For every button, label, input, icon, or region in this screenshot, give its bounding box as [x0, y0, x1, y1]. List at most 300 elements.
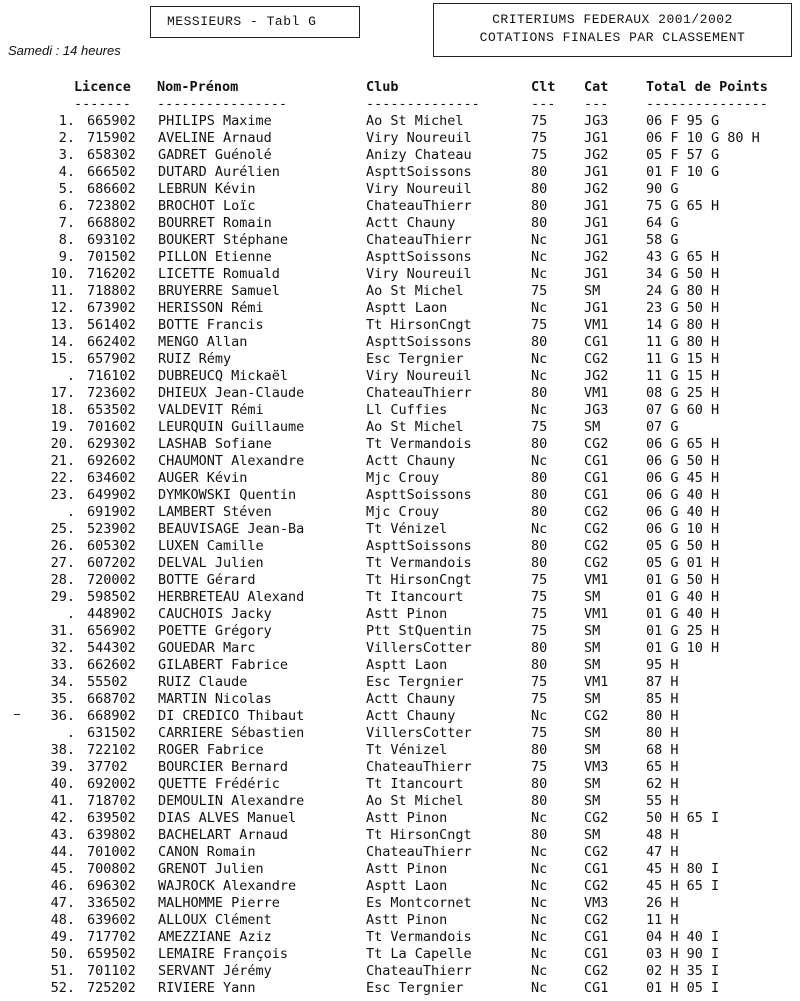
- clt-cell: 75: [531, 572, 548, 588]
- rank-cell: 21.: [50, 453, 75, 469]
- rank-cell: 45.: [50, 861, 75, 877]
- clt-cell: Nc: [531, 402, 548, 418]
- cat-cell: CG1: [584, 453, 609, 469]
- rank-cell: 25.: [50, 521, 75, 537]
- club-cell: VillersCotter: [366, 640, 472, 656]
- points-cell: 23 G 50 H: [646, 300, 720, 316]
- club-cell: Viry Noureuil: [366, 130, 472, 146]
- table-row: [0, 368, 800, 385]
- table-header: [0, 79, 800, 96]
- licence-cell: 692002: [87, 776, 136, 792]
- cat-cell: SM: [584, 793, 601, 809]
- name-cell: LICETTE Romuald: [158, 266, 280, 282]
- points-cell: 01 G 40 H: [646, 589, 720, 605]
- clt-cell: 75: [531, 130, 548, 146]
- rank-cell: .: [66, 606, 75, 622]
- licence-cell: 720002: [87, 572, 136, 588]
- name-cell: LAMBERT Stéven: [158, 504, 272, 520]
- table-row: [0, 844, 800, 861]
- club-cell: Astt Pinon: [366, 810, 448, 826]
- header-club: Club: [366, 79, 399, 95]
- table-row: [0, 164, 800, 181]
- table-row: [0, 198, 800, 215]
- points-cell: 75 G 65 H: [646, 198, 720, 214]
- name-cell: DIAS ALVES Manuel: [158, 810, 297, 826]
- rank-cell: 27.: [50, 555, 75, 571]
- cat-cell: CG2: [584, 963, 609, 979]
- clt-cell: 80: [531, 385, 548, 401]
- points-cell: 07 G: [646, 419, 679, 435]
- name-cell: DEMOULIN Alexandre: [158, 793, 305, 809]
- underline-club: --------------: [366, 96, 480, 112]
- clt-cell: 80: [531, 436, 548, 452]
- header-name: Nom-Prénom: [157, 79, 239, 95]
- name-cell: SERVANT Jérémy: [158, 963, 272, 979]
- club-cell: Tt Itancourt: [366, 776, 464, 792]
- points-cell: 06 G 40 H: [646, 504, 720, 520]
- rank-cell: 3.: [58, 147, 75, 163]
- licence-cell: 700802: [87, 861, 136, 877]
- clt-cell: 80: [531, 793, 548, 809]
- rank-cell: 22.: [50, 470, 75, 486]
- cat-cell: SM: [584, 827, 601, 843]
- cat-cell: SM: [584, 623, 601, 639]
- points-cell: 80 H: [646, 708, 679, 724]
- points-cell: 26 H: [646, 895, 679, 911]
- club-cell: ChateauThierr: [366, 198, 472, 214]
- rank-cell: 31.: [50, 623, 75, 639]
- table-row: [0, 453, 800, 470]
- licence-cell: 701002: [87, 844, 136, 860]
- table-row: [0, 963, 800, 980]
- licence-cell: 722102: [87, 742, 136, 758]
- rank-cell: 44.: [50, 844, 75, 860]
- table-row: [0, 555, 800, 572]
- rank-cell: 17.: [50, 385, 75, 401]
- rank-cell: 41.: [50, 793, 75, 809]
- clt-cell: 80: [531, 538, 548, 554]
- points-cell: 05 F 57 G: [646, 147, 720, 163]
- clt-cell: 80: [531, 776, 548, 792]
- name-cell: DUBREUCQ Mickaël: [158, 368, 289, 384]
- cat-cell: CG1: [584, 334, 609, 350]
- points-cell: 03 H 90 I: [646, 946, 720, 962]
- club-cell: Tt Vénizel: [366, 521, 448, 537]
- points-cell: 47 H: [646, 844, 679, 860]
- club-cell: ChateauThierr: [366, 759, 472, 775]
- licence-cell: 639602: [87, 912, 136, 928]
- cat-cell: SM: [584, 742, 601, 758]
- licence-cell: 605302: [87, 538, 136, 554]
- points-cell: 04 H 40 I: [646, 929, 720, 945]
- club-cell: Asptt Laon: [366, 300, 448, 316]
- name-cell: MENGO Allan: [158, 334, 248, 350]
- cat-cell: CG2: [584, 810, 609, 826]
- category-title-box: [150, 6, 360, 38]
- licence-cell: 598502: [87, 589, 136, 605]
- cat-cell: JG2: [584, 181, 609, 197]
- rank-cell: 50.: [50, 946, 75, 962]
- clt-cell: Nc: [531, 912, 548, 928]
- name-cell: WAJROCK Alexandre: [158, 878, 297, 894]
- cat-cell: CG2: [584, 538, 609, 554]
- club-cell: Ll Cuffies: [366, 402, 448, 418]
- name-cell: CARRIERE Sébastien: [158, 725, 305, 741]
- name-cell: BACHELART Arnaud: [158, 827, 289, 843]
- name-cell: BOUKERT Stéphane: [158, 232, 289, 248]
- name-cell: RIVIERE Yann: [158, 980, 256, 996]
- points-cell: 11 G 15 H: [646, 368, 720, 384]
- rank-cell: 1.: [58, 113, 75, 129]
- clt-cell: Nc: [531, 708, 548, 724]
- cat-cell: JG1: [584, 198, 609, 214]
- licence-cell: 718702: [87, 793, 136, 809]
- rank-cell: 28.: [50, 572, 75, 588]
- licence-cell: 701602: [87, 419, 136, 435]
- rank-cell: 19.: [50, 419, 75, 435]
- cat-cell: JG1: [584, 232, 609, 248]
- club-cell: Tt Itancourt: [366, 589, 464, 605]
- cat-cell: JG3: [584, 113, 609, 129]
- cat-cell: SM: [584, 589, 601, 605]
- cat-cell: JG2: [584, 147, 609, 163]
- club-cell: Tt HirsonCngt: [366, 827, 472, 843]
- cat-cell: SM: [584, 691, 601, 707]
- clt-cell: Nc: [531, 368, 548, 384]
- licence-cell: 717702: [87, 929, 136, 945]
- cat-cell: CG1: [584, 861, 609, 877]
- licence-cell: 673902: [87, 300, 136, 316]
- table-row: [0, 317, 800, 334]
- club-cell: Ao St Michel: [366, 113, 464, 129]
- points-cell: 45 H 80 I: [646, 861, 720, 877]
- club-cell: Viry Noureuil: [366, 266, 472, 282]
- name-cell: LEMAIRE François: [158, 946, 289, 962]
- points-cell: 05 G 50 H: [646, 538, 720, 554]
- table-row: [0, 266, 800, 283]
- club-cell: ChateauThierr: [366, 385, 472, 401]
- points-cell: 43 G 65 H: [646, 249, 720, 265]
- clt-cell: Nc: [531, 861, 548, 877]
- licence-cell: 718802: [87, 283, 136, 299]
- clt-cell: Nc: [531, 980, 548, 996]
- points-cell: 01 G 40 H: [646, 606, 720, 622]
- club-cell: Tt Vermandois: [366, 555, 472, 571]
- club-cell: VillersCotter: [366, 725, 472, 741]
- clt-cell: 75: [531, 283, 548, 299]
- rank-cell: 40.: [50, 776, 75, 792]
- clt-cell: Nc: [531, 249, 548, 265]
- name-cell: AUGER Kévin: [158, 470, 248, 486]
- club-cell: Tt Vénizel: [366, 742, 448, 758]
- clt-cell: 75: [531, 317, 548, 333]
- club-cell: Tt HirsonCngt: [366, 317, 472, 333]
- licence-cell: 659502: [87, 946, 136, 962]
- clt-cell: 75: [531, 113, 548, 129]
- rank-cell: 29.: [50, 589, 75, 605]
- table-row: [0, 300, 800, 317]
- name-cell: DELVAL Julien: [158, 555, 264, 571]
- name-cell: BROCHOT Loïc: [158, 198, 256, 214]
- name-cell: ROGER Fabrice: [158, 742, 264, 758]
- licence-cell: 55502: [87, 674, 128, 690]
- table-row: [0, 708, 800, 725]
- licence-cell: 665902: [87, 113, 136, 129]
- table-row: [0, 130, 800, 147]
- points-cell: 11 G 80 H: [646, 334, 720, 350]
- cat-cell: VM1: [584, 572, 609, 588]
- club-cell: AspttSoissons: [366, 164, 472, 180]
- table-row: [0, 878, 800, 895]
- licence-cell: 701502: [87, 249, 136, 265]
- name-cell: BOTTE Gérard: [158, 572, 256, 588]
- table-row: [0, 113, 800, 130]
- clt-cell: 80: [531, 215, 548, 231]
- rank-cell: 38.: [50, 742, 75, 758]
- session-time: Samedi : 14 heures: [8, 43, 121, 58]
- name-cell: GILABERT Fabrice: [158, 657, 289, 673]
- points-cell: 11 G 15 H: [646, 351, 720, 367]
- points-cell: 68 H: [646, 742, 679, 758]
- clt-cell: Nc: [531, 266, 548, 282]
- cat-cell: CG2: [584, 436, 609, 452]
- cat-cell: JG2: [584, 368, 609, 384]
- rank-cell: .: [66, 504, 75, 520]
- points-cell: 01 F 10 G: [646, 164, 720, 180]
- name-cell: MALHOMME Pierre: [158, 895, 280, 911]
- table-row: [0, 776, 800, 793]
- cat-cell: SM: [584, 776, 601, 792]
- name-cell: AMEZZIANE Aziz: [158, 929, 272, 945]
- table-row: [0, 487, 800, 504]
- table-row: [0, 334, 800, 351]
- table-body: [0, 113, 800, 997]
- name-cell: CANON Romain: [158, 844, 256, 860]
- table-row: [0, 249, 800, 266]
- club-cell: Esc Tergnier: [366, 674, 464, 690]
- cat-cell: CG2: [584, 504, 609, 520]
- name-cell: BOURCIER Bernard: [158, 759, 289, 775]
- club-cell: ChateauThierr: [366, 963, 472, 979]
- rank-cell: 48.: [50, 912, 75, 928]
- club-cell: Ao St Michel: [366, 283, 464, 299]
- table-row: [0, 946, 800, 963]
- table-row: [0, 980, 800, 997]
- licence-cell: 657902: [87, 351, 136, 367]
- club-cell: Actt Chauny: [366, 708, 456, 724]
- points-cell: 06 G 40 H: [646, 487, 720, 503]
- licence-cell: 544302: [87, 640, 136, 656]
- cat-cell: VM1: [584, 606, 609, 622]
- clt-cell: 80: [531, 198, 548, 214]
- rank-cell: 42.: [50, 810, 75, 826]
- rank-cell: 15.: [50, 351, 75, 367]
- licence-cell: 336502: [87, 895, 136, 911]
- points-cell: 87 H: [646, 674, 679, 690]
- rank-cell: 35.: [50, 691, 75, 707]
- name-cell: ALLOUX Clément: [158, 912, 272, 928]
- licence-cell: 629302: [87, 436, 136, 452]
- name-cell: LASHAB Sofiane: [158, 436, 272, 452]
- rank-cell: 14.: [50, 334, 75, 350]
- clt-cell: Nc: [531, 895, 548, 911]
- points-cell: 06 G 45 H: [646, 470, 720, 486]
- header-underline: [0, 96, 800, 113]
- licence-cell: 693102: [87, 232, 136, 248]
- points-cell: 01 G 50 H: [646, 572, 720, 588]
- licence-cell: 691902: [87, 504, 136, 520]
- table-row: [0, 521, 800, 538]
- points-cell: 05 G 01 H: [646, 555, 720, 571]
- table-row: [0, 725, 800, 742]
- points-cell: 07 G 60 H: [646, 402, 720, 418]
- clt-cell: 75: [531, 147, 548, 163]
- points-cell: 02 H 35 I: [646, 963, 720, 979]
- clt-cell: 80: [531, 504, 548, 520]
- name-cell: HERISSON Rémi: [158, 300, 264, 316]
- table-row: [0, 351, 800, 368]
- name-cell: BOURRET Romain: [158, 215, 272, 231]
- clt-cell: 80: [531, 487, 548, 503]
- licence-cell: 37702: [87, 759, 128, 775]
- name-cell: LEBRUN Kévin: [158, 181, 256, 197]
- points-cell: 64 G: [646, 215, 679, 231]
- cat-cell: SM: [584, 725, 601, 741]
- club-cell: Mjc Crouy: [366, 470, 440, 486]
- rank-cell: 4.: [58, 164, 75, 180]
- licence-cell: 692602: [87, 453, 136, 469]
- name-cell: POETTE Grégory: [158, 623, 272, 639]
- name-cell: AVELINE Arnaud: [158, 130, 272, 146]
- club-cell: ChateauThierr: [366, 232, 472, 248]
- licence-cell: 653502: [87, 402, 136, 418]
- cat-cell: VM1: [584, 674, 609, 690]
- name-cell: PHILIPS Maxime: [158, 113, 272, 129]
- licence-cell: 723802: [87, 198, 136, 214]
- clt-cell: Nc: [531, 351, 548, 367]
- name-cell: CAUCHOIS Jacky: [158, 606, 272, 622]
- name-cell: BEAUVISAGE Jean-Ba: [158, 521, 305, 537]
- clt-cell: 80: [531, 827, 548, 843]
- rank-cell: 46.: [50, 878, 75, 894]
- licence-cell: 723602: [87, 385, 136, 401]
- licence-cell: 716202: [87, 266, 136, 282]
- name-cell: MARTIN Nicolas: [158, 691, 272, 707]
- clt-cell: 80: [531, 657, 548, 673]
- name-cell: PILLON Etienne: [158, 249, 272, 265]
- name-cell: CHAUMONT Alexandre: [158, 453, 305, 469]
- rank-cell: 43.: [50, 827, 75, 843]
- points-cell: 45 H 65 I: [646, 878, 720, 894]
- clt-cell: Nc: [531, 232, 548, 248]
- points-cell: 90 G: [646, 181, 679, 197]
- clt-cell: Nc: [531, 844, 548, 860]
- rank-cell: 18.: [50, 402, 75, 418]
- cat-cell: CG1: [584, 487, 609, 503]
- licence-cell: 631502: [87, 725, 136, 741]
- name-cell: LUXEN Camille: [158, 538, 264, 554]
- points-cell: 06 G 10 H: [646, 521, 720, 537]
- rank-cell: 33.: [50, 657, 75, 673]
- clt-cell: 75: [531, 674, 548, 690]
- header-licence: Licence: [74, 79, 131, 95]
- clt-cell: 75: [531, 623, 548, 639]
- cat-cell: VM3: [584, 759, 609, 775]
- table-row: [0, 504, 800, 521]
- name-cell: RUIZ Claude: [158, 674, 248, 690]
- clt-cell: 75: [531, 419, 548, 435]
- rank-cell: 10.: [50, 266, 75, 282]
- rank-cell: 7.: [58, 215, 75, 231]
- rank-cell: 2.: [58, 130, 75, 146]
- table-row: [0, 606, 800, 623]
- club-cell: ChateauThierr: [366, 844, 472, 860]
- club-cell: Esc Tergnier: [366, 351, 464, 367]
- clt-cell: 80: [531, 742, 548, 758]
- clt-cell: 75: [531, 725, 548, 741]
- club-cell: Astt Pinon: [366, 606, 448, 622]
- cat-cell: CG2: [584, 844, 609, 860]
- rank-cell: 32.: [50, 640, 75, 656]
- club-cell: Ptt StQuentin: [366, 623, 472, 639]
- rank-cell: 9.: [58, 249, 75, 265]
- event-title: CRITERIUMS FEDERAUX 2001/2002: [492, 12, 733, 27]
- rank-cell: 5.: [58, 181, 75, 197]
- licence-cell: 701102: [87, 963, 136, 979]
- points-cell: 14 G 80 H: [646, 317, 720, 333]
- table-row: [0, 827, 800, 844]
- points-cell: 62 H: [646, 776, 679, 792]
- table-row: [0, 861, 800, 878]
- header-points: Total de Points: [646, 79, 768, 95]
- cat-cell: SM: [584, 657, 601, 673]
- cat-cell: JG2: [584, 249, 609, 265]
- points-cell: 08 G 25 H: [646, 385, 720, 401]
- table-row: [0, 436, 800, 453]
- table-row: [0, 232, 800, 249]
- club-cell: Viry Noureuil: [366, 368, 472, 384]
- club-cell: Ao St Michel: [366, 793, 464, 809]
- rank-cell: .: [66, 368, 75, 384]
- clt-cell: Nc: [531, 810, 548, 826]
- clt-cell: 75: [531, 589, 548, 605]
- licence-cell: 725202: [87, 980, 136, 996]
- cat-cell: CG2: [584, 878, 609, 894]
- club-cell: Actt Chauny: [366, 215, 456, 231]
- points-cell: 95 H: [646, 657, 679, 673]
- cat-cell: JG1: [584, 215, 609, 231]
- licence-cell: 448902: [87, 606, 136, 622]
- points-cell: 24 G 80 H: [646, 283, 720, 299]
- cat-cell: JG1: [584, 300, 609, 316]
- rank-cell: 12.: [50, 300, 75, 316]
- underline-clt: ---: [531, 96, 556, 112]
- table-row: [0, 929, 800, 946]
- rank-cell: 47.: [50, 895, 75, 911]
- rank-cell: 49.: [50, 929, 75, 945]
- cat-cell: CG1: [584, 470, 609, 486]
- table-row: [0, 402, 800, 419]
- rank-cell: 36.: [50, 708, 75, 724]
- club-cell: Viry Noureuil: [366, 181, 472, 197]
- licence-cell: 607202: [87, 555, 136, 571]
- points-cell: 06 G 65 H: [646, 436, 720, 452]
- club-cell: AspttSoissons: [366, 334, 472, 350]
- clt-cell: 80: [531, 555, 548, 571]
- club-cell: AspttSoissons: [366, 487, 472, 503]
- club-cell: Es Montcornet: [366, 895, 472, 911]
- licence-cell: 666502: [87, 164, 136, 180]
